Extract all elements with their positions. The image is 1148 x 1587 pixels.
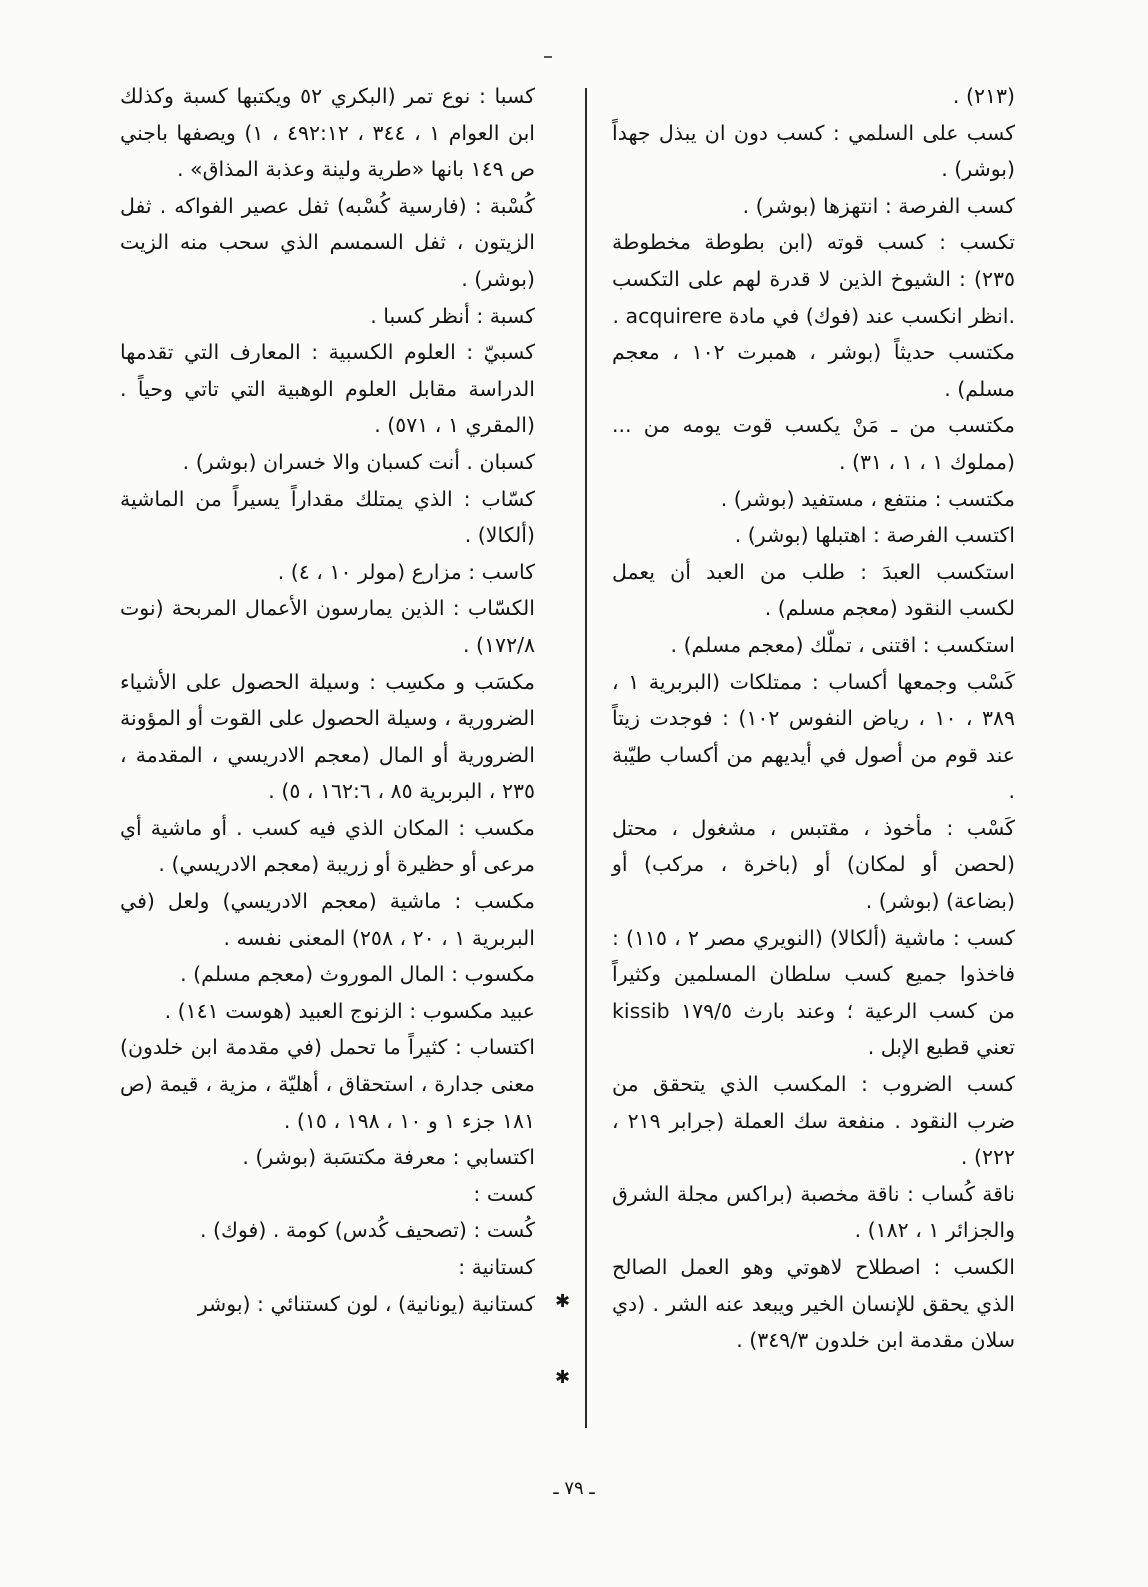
entry: كسب الفرصة : انتهزها (بوشر) . xyxy=(742,193,1015,218)
left-column xyxy=(120,78,535,1322)
entry: مكسوب : المال الموروث (معجم مسلم) . xyxy=(180,962,535,987)
entry: كستانية (يونانية) ، لون كستنائي : (بوشر xyxy=(197,1291,535,1316)
entry: كسّاب : الذي يمتلك مقداراً يسيراً من الماشية (ألكالا) . xyxy=(120,486,535,548)
entry: كسبيّ : العلوم الكسبية : المعارف التي تقدمها الدراسة مقابل العلوم الوهبية التي تاتي وحياً . (المقري ١ ، ٥٧١) . xyxy=(120,340,535,438)
entry: مكتسب : منتفع ، مستفيد (بوشر) . xyxy=(720,486,1015,511)
entry: كسبة : أنظر كسبا . xyxy=(370,303,535,328)
entry: كسب على السلمي : كسب دون ان يبذل جهداً (بوشر) . xyxy=(612,120,1015,182)
right-column xyxy=(612,78,1015,1359)
entry: مكتسب من ـ مَنْ يكسب قوت يومه من ... (مملوك ١ ، ١ ، ٣١) . xyxy=(612,413,1015,474)
entry: مكسب : المكان الذي فيه كسب . أو ماشية أي مرعى أو حظيرة أو زريبة (معجم الادريسي) . xyxy=(120,815,535,877)
entry: كسب الضروب : المكسب الذي يتحقق من ضرب النقود . منفعة سك العملة (جرابر ٢١٩ ، ٢٢٢) . xyxy=(612,1072,1015,1170)
entry: اكتسب الفرصة : اهتبلها (بوشر) . xyxy=(734,523,1015,548)
entry: الكسب : اصطلاح لاهوتي وهو العمل الصالح الذي يحقق للإنسان الخير ويبعد عنه الشر . (دي سلان مقدمة ابن خلدون ٣٤٩/٣) . xyxy=(612,1255,1015,1353)
entry: اكتسابي : معرفة مكتسَبة (بوشر) . xyxy=(242,1145,535,1170)
entry: اكتساب : كثيراً ما تحمل (في مقدمة ابن خلدون) معنى جدارة ، استحقاق ، أهليّة ، مزية ، قيمة (ص ١٨١ جزء ١ و ١٠ ، ١٩٨ ، ١٥) . xyxy=(120,1035,535,1133)
entry: مكسَب و مكسِب : وسيلة الحصول على الأشياء الضرورية ، وسيلة الحصول على القوت أو المؤونة الضرورية أو المال (معجم الادريسي ، المقدمة ، ٢٣٥ ، البربرية ٨٥ ، ١٦٢:٦ ، ٥) . xyxy=(120,669,535,804)
entry: كُست : (تصحيف كُدس) كومة . (فوك) . xyxy=(200,1218,535,1243)
entry: الكسّاب : الذين يمارسون الأعمال المربحة (نوت ١٧٢/٨) . xyxy=(120,596,535,657)
entry-heading: كستانية : xyxy=(458,1255,535,1279)
entry: عبيد مكسوب : الزنوج العبيد (هوست ١٤١) . xyxy=(164,998,535,1023)
entry: ناقة كُساب : ناقة مخصبة (براكس مجلة الشرق والجزائر ١ ، ١٨٢) . xyxy=(612,1181,1015,1243)
entry: كسبان . أنت كسبان والا خسران (بوشر) . xyxy=(182,449,535,474)
entry: كَسْب : مأخوذ ، مقتبس ، مشغول ، محتل (لحصن أو لمكان) أو (باخرة ، مركب) أو (بضاعة) (بوشر) . xyxy=(612,815,1015,914)
entry: (٢١٣) . xyxy=(952,84,1015,108)
entry: مكسب : ماشية (معجم الادريسي) ولعل (في البربرية ١ ، ٢٠ ، ٢٥٨) المعنى نفسه . xyxy=(120,889,535,950)
entry: كَسْب وجمعها أكساب : ممتلكات (البربرية ١ ، ٣٨٩ ، ١٠ ، رياض النفوس ١٠٢) : فوجدت زيتاً عند قوم من أصول في أيديهم من أكساب طيّبة . xyxy=(612,669,1015,804)
heading-marker-star: ✱ xyxy=(555,1291,571,1312)
column-divider xyxy=(585,88,587,1428)
top-mark xyxy=(544,56,552,58)
entry-heading: كست : xyxy=(473,1181,535,1206)
heading-marker-star: ✱ xyxy=(555,1367,571,1388)
entry: استكسب : اقتنى ، تملّك (معجم مسلم) . xyxy=(670,632,1015,657)
entry: كسبا : نوع تمر (البكري ٥٢ ويكتبها كسبة وكذلك ابن العوام ١ ، ٣٤٤ ، ٤٩٢:١٢ ، ١) ويصفها باجني ص ١٤٩ بانها «طرية ولينة وعذبة المذاق» . xyxy=(120,84,535,182)
entry: تكسب : كسب قوته (ابن بطوطة مخطوطة ٢٣٥) : الشيوخ الذين لا قدرة لهم على التكسب .انظر انكسب عند (فوك) في مادة acquirere . xyxy=(612,230,1015,328)
entry: كُسْبة : (فارسية كُسْبه) ثفل عصير الفواكه . ثفل الزيتون ، ثفل السمسم الذي سحب منه الزيت (بوشر) . xyxy=(120,193,535,291)
entry: استكسب العبدَ : طلب من العبد أن يعمل لكسب النقود (معجم مسلم) . xyxy=(612,559,1015,621)
entry: مكتسب حديثاً (بوشر ، همبرت ١٠٢ ، معجم مسلم) . xyxy=(612,340,1015,401)
entry: كسب : ماشية (ألكالا) (النويري مصر ٢ ، ١١٥) : فاخذوا جميع كسب سلطان المسلمين وكثيراً من كسب الرعية ؛ وعند بارث ١٧٩/٥ kissib تعني قطيع الإبل . xyxy=(612,925,1015,1060)
page-number: ـ ٧٩ ـ xyxy=(553,1478,595,1499)
entry: كاسب : مزارع (مولر ١٠ ، ٤) . xyxy=(277,559,535,584)
